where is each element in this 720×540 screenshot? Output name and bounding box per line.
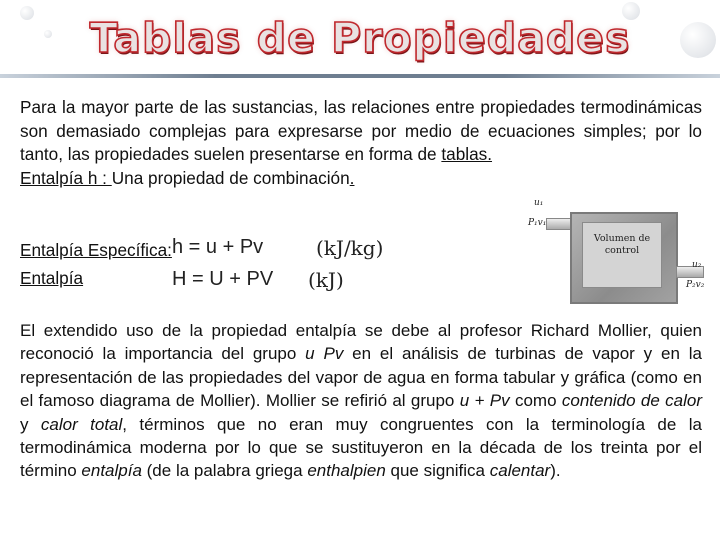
history-text-8: ). bbox=[550, 461, 561, 481]
history-group: u + Pv bbox=[459, 391, 510, 411]
intro-text: Para la mayor parte de las sustancias, las relaciones entre propiedades termodinámicas son demasiado complejas para expresarse por medio de ecuaciones simples; por lo tanto, las propiedades suelen presentarse en forma de bbox=[20, 97, 702, 164]
history-u: u bbox=[305, 344, 315, 364]
history-text-3: como bbox=[509, 391, 562, 411]
history-calentar: calentar bbox=[489, 461, 551, 481]
history-content: contenido de calor bbox=[561, 391, 702, 411]
page-title: Tablas de Propiedades bbox=[89, 14, 631, 62]
history-greek: enthalpien bbox=[307, 461, 386, 481]
history-text-6: (de la palabra griega bbox=[141, 461, 308, 481]
history-enthalpy: entalpía bbox=[81, 461, 142, 481]
title-divider bbox=[0, 74, 720, 78]
total-enthalpy-eq: H = U + PV bbox=[172, 268, 274, 290]
total-enthalpy-label: Entalpía bbox=[20, 268, 84, 288]
history-pv: Pv bbox=[314, 344, 344, 364]
outlet-label-pv: P₂v₂ bbox=[686, 280, 705, 290]
specific-enthalpy-label: Entalpía Específica: bbox=[20, 240, 172, 260]
control-volume-diagram bbox=[526, 196, 716, 304]
enthalpy-end: . bbox=[349, 167, 355, 188]
control-volume-text: Volumen de control bbox=[582, 222, 662, 288]
history-text-5: , términos que no eran muy congruentes con la terminología de la termodinámica moderna por lo que se sustituyeron en la década de los treinta por el término bbox=[20, 414, 702, 481]
enthalpy-label: Entalpía h : bbox=[20, 167, 112, 188]
inlet-label-u: u₁ bbox=[534, 198, 544, 208]
history-text-2: en el análisis de turbinas de vapor y en la representación de las propiedades del vapor de agua en forma tabular y gráfica (como en el famoso diagrama de Mollier). Mollier se refirió al grupo bbox=[20, 344, 703, 411]
history-text-1: El extendido uso de la propiedad entalpía se debe al profesor Richard Mollier, quien reconoció la importancia del grupo bbox=[20, 321, 702, 364]
history-paragraph bbox=[20, 319, 702, 483]
intro-paragraph bbox=[20, 96, 702, 190]
outlet-label-u: u₂ bbox=[692, 260, 702, 270]
tables-link[interactable]: tablas. bbox=[441, 144, 493, 164]
enthalpy-desc: Una propiedad de combinación bbox=[111, 167, 350, 188]
history-text-7: que significa bbox=[385, 461, 490, 481]
total-enthalpy-unit: (kJ) bbox=[308, 268, 344, 292]
specific-enthalpy-unit: (kJ/kg) bbox=[316, 236, 384, 260]
history-text-4: y bbox=[20, 414, 41, 434]
control-volume-box bbox=[570, 212, 678, 304]
inlet-label-pv: P₁v₁ bbox=[528, 218, 547, 228]
specific-enthalpy-eq: h = u + Pv bbox=[172, 236, 264, 258]
history-total: calor total bbox=[40, 414, 123, 434]
